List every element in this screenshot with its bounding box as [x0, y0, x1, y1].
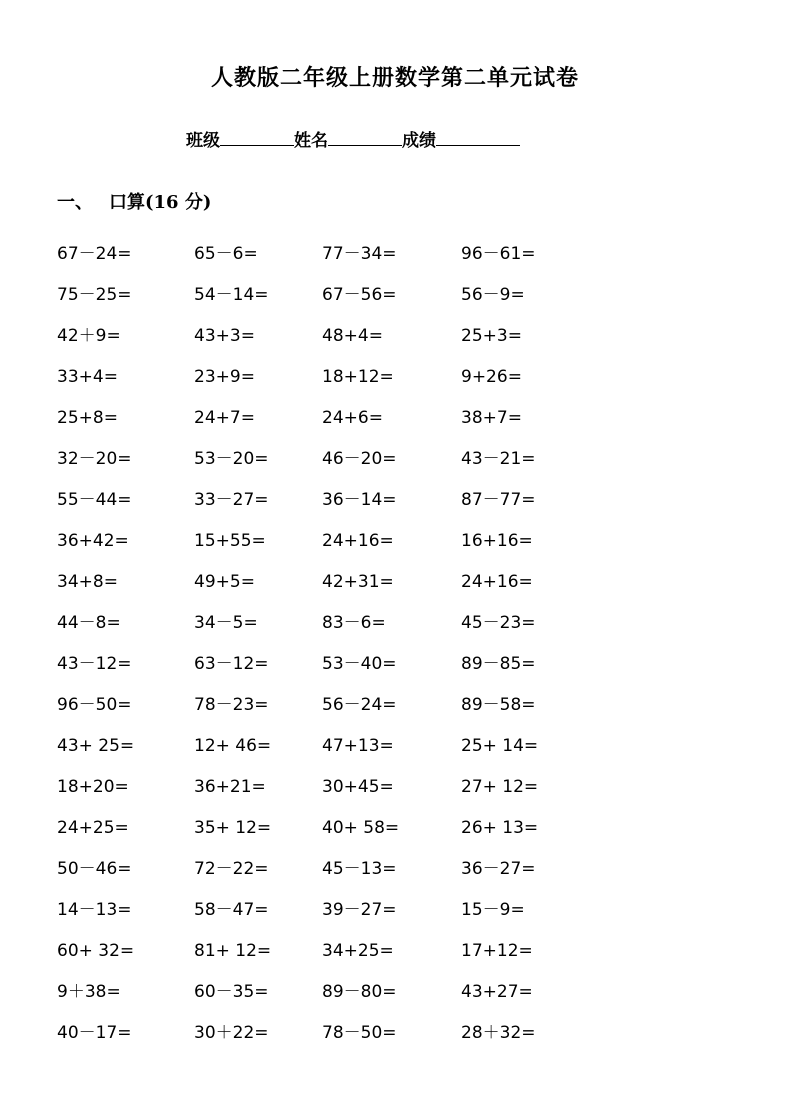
problem-item: 45－13= — [322, 858, 397, 879]
problem-row — [57, 930, 617, 971]
problem-item: 89－85= — [461, 653, 536, 674]
problem-item: 46－20= — [322, 448, 397, 469]
name-label: 姓名 — [294, 131, 328, 151]
page-title: 人教版二年级上册数学第二单元试卷 — [210, 65, 579, 91]
section-heading-mental-math — [57, 190, 211, 216]
problem-item: 47+13= — [322, 735, 394, 756]
problem-item: 33－27= — [194, 489, 269, 510]
problem-item: 25+3= — [461, 325, 522, 346]
problem-item: 53－40= — [322, 653, 397, 674]
problem-row — [57, 233, 617, 274]
problem-item: 43+3= — [194, 325, 255, 346]
problem-item: 28＋32= — [461, 1022, 536, 1043]
problem-item: 43+ 25= — [57, 735, 135, 756]
problem-item: 63－12= — [194, 653, 269, 674]
section-title: 口算(16 分) — [109, 192, 212, 213]
problem-item: 32－20= — [57, 448, 132, 469]
problem-item: 38+7= — [461, 407, 522, 428]
problem-item: 9＋38= — [57, 981, 121, 1002]
problem-row — [57, 971, 617, 1012]
problem-item: 36+42= — [57, 530, 129, 551]
class-label: 班级 — [186, 131, 220, 151]
problem-item: 81+ 12= — [194, 940, 272, 961]
problem-item: 56－24= — [322, 694, 397, 715]
problem-item: 77－34= — [322, 243, 397, 264]
problem-item: 35+ 12= — [194, 817, 272, 838]
problem-row — [57, 725, 617, 766]
problem-row — [57, 315, 617, 356]
problem-item: 30+45= — [322, 776, 394, 797]
problem-item: 36－14= — [322, 489, 397, 510]
problem-item: 54－14= — [194, 284, 269, 305]
problem-item: 18+12= — [322, 366, 394, 387]
problem-item: 17+12= — [461, 940, 533, 961]
problem-row — [57, 602, 617, 643]
problem-item: 89－80= — [322, 981, 397, 1002]
problem-item: 42+31= — [322, 571, 394, 592]
problem-row — [57, 807, 617, 848]
problem-item: 15+55= — [194, 530, 266, 551]
problem-item: 87－77= — [461, 489, 536, 510]
name-blank[interactable] — [328, 127, 402, 146]
problem-item: 24+25= — [57, 817, 129, 838]
problem-row — [57, 889, 617, 930]
problem-item: 26+ 13= — [461, 817, 539, 838]
problem-item: 45－23= — [461, 612, 536, 633]
problem-row — [57, 684, 617, 725]
problem-item: 43+27= — [461, 981, 533, 1002]
problem-item: 40－17= — [57, 1022, 132, 1043]
problem-item: 56－9= — [461, 284, 525, 305]
problem-item: 33+4= — [57, 366, 118, 387]
score-label: 成绩 — [402, 131, 436, 151]
problem-item: 34－5= — [194, 612, 258, 633]
problem-item: 24+16= — [461, 571, 533, 592]
problem-item: 78－50= — [322, 1022, 397, 1043]
score-blank[interactable] — [436, 127, 520, 146]
problem-grid — [57, 233, 617, 1053]
problem-item: 53－20= — [194, 448, 269, 469]
problem-item: 23+9= — [194, 366, 255, 387]
problem-item: 42＋9= — [57, 325, 121, 346]
problem-row — [57, 848, 617, 889]
problem-item: 50－46= — [57, 858, 132, 879]
section-number: 一、 — [57, 192, 93, 213]
problem-item: 96－61= — [461, 243, 536, 264]
problem-row — [57, 520, 617, 561]
problem-item: 18+20= — [57, 776, 129, 797]
problem-item: 16+16= — [461, 530, 533, 551]
problem-item: 24+6= — [322, 407, 383, 428]
problem-item: 25+ 14= — [461, 735, 539, 756]
problem-item: 83－6= — [322, 612, 386, 633]
problem-item: 60+ 32= — [57, 940, 135, 961]
problem-item: 34+25= — [322, 940, 394, 961]
problem-row — [57, 274, 617, 315]
problem-item: 43－21= — [461, 448, 536, 469]
problem-row — [57, 356, 617, 397]
problem-item: 25+8= — [57, 407, 118, 428]
problem-item: 27+ 12= — [461, 776, 539, 797]
problem-item: 49+5= — [194, 571, 255, 592]
problem-item: 30＋22= — [194, 1022, 269, 1043]
problem-item: 43－12= — [57, 653, 132, 674]
problem-item: 60－35= — [194, 981, 269, 1002]
problem-item: 78－23= — [194, 694, 269, 715]
problem-row — [57, 438, 617, 479]
problem-item: 65－6= — [194, 243, 258, 264]
problem-item: 44－8= — [57, 612, 121, 633]
problem-row — [57, 643, 617, 684]
problem-row — [57, 397, 617, 438]
problem-item: 58－47= — [194, 899, 269, 920]
problem-item: 34+8= — [57, 571, 118, 592]
problem-item: 36－27= — [461, 858, 536, 879]
problem-item: 36+21= — [194, 776, 266, 797]
problem-row — [57, 561, 617, 602]
problem-item: 24+16= — [322, 530, 394, 551]
problem-item: 89－58= — [461, 694, 536, 715]
problem-item: 24+7= — [194, 407, 255, 428]
problem-row — [57, 766, 617, 807]
problem-row — [57, 1012, 617, 1053]
problem-item: 39－27= — [322, 899, 397, 920]
problem-row — [57, 479, 617, 520]
problem-item: 75－25= — [57, 284, 132, 305]
problem-item: 14－13= — [57, 899, 132, 920]
class-blank[interactable] — [220, 127, 294, 146]
problem-item: 40+ 58= — [322, 817, 400, 838]
problem-item: 72－22= — [194, 858, 269, 879]
student-info-line — [186, 127, 520, 154]
problem-item: 96－50= — [57, 694, 132, 715]
problem-item: 15－9= — [461, 899, 525, 920]
problem-item: 48+4= — [322, 325, 383, 346]
problem-item: 55－44= — [57, 489, 132, 510]
problem-item: 9+26= — [461, 366, 522, 387]
problem-item: 12+ 46= — [194, 735, 272, 756]
problem-item: 67－24= — [57, 243, 132, 264]
problem-item: 67－56= — [322, 284, 397, 305]
